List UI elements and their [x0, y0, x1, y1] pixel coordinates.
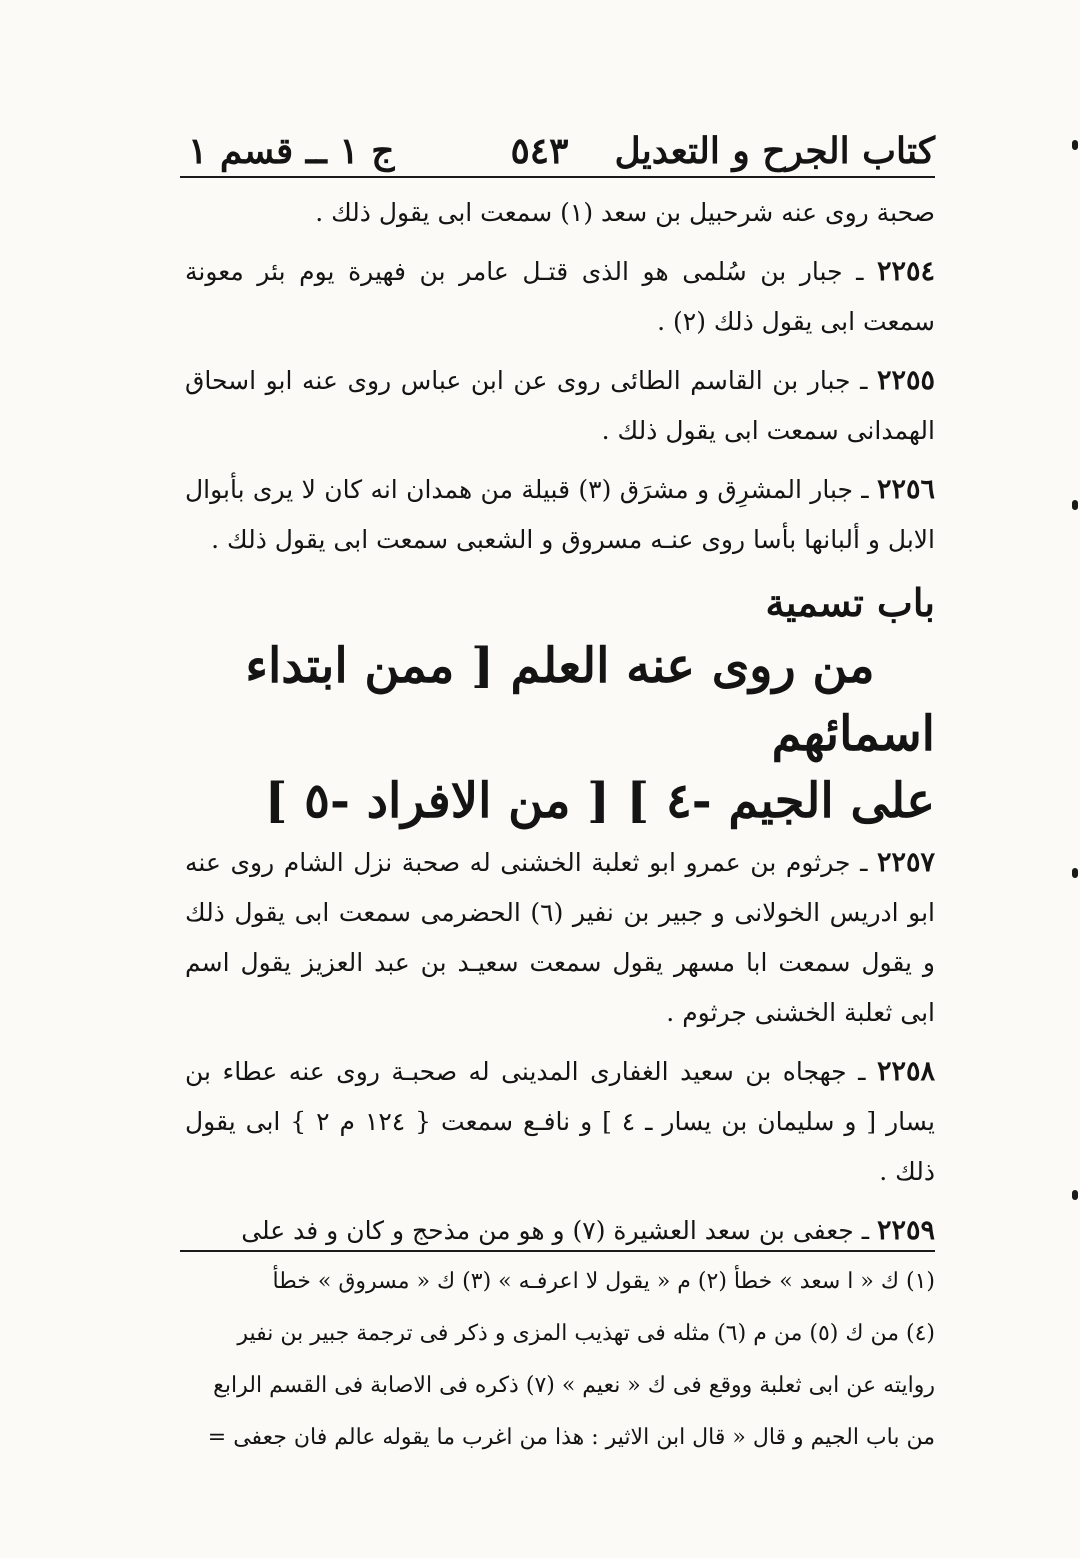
- main-text: [185, 188, 935, 1265]
- chapter-heading: [185, 574, 935, 834]
- margin-mark: [1072, 868, 1078, 878]
- entry-2254: [185, 247, 935, 347]
- heading-line-2: من روى عنه العلم [ ممن ابتداء اسمائهم: [245, 638, 935, 762]
- entry-number: ٢٢٥٩: [876, 1215, 935, 1246]
- volume-part: ج ١ ــ قسم ١: [188, 130, 395, 172]
- heading-line-3: على الجيم -٤ ] [ من الافراد -٥ ]: [264, 773, 935, 829]
- footnote-line: روايته عن ابى ثعلبة ووقع فى ك « نعيم » (٧) ذكره فى الاصابة فى القسم الرابع: [213, 1373, 935, 1398]
- entry-text: ـ جرثوم بن عمرو ابو ثعلبة الخشنى له صحبة نزل الشام روى عنه ابو ادريس الخولانى و جبير بن نفير (٦) الحضرمى سمعت ابى يقول ذلك و يقول سمعت ابا مسهر يقول سمعت سعيـد بن عبد العزيز يقول اسم ابى ثعلبة الخشنى جرثوم .: [185, 848, 935, 1027]
- margin-mark: [1072, 500, 1078, 510]
- footnotes: [185, 1256, 935, 1464]
- footnote-line: (١) ك « ا سعد » خطأ (٢) م « يقول لا اعرفـه » (٣) ك « مسروق » خطأ: [272, 1269, 935, 1294]
- entry-text: ـ جهجاه بن سعيد الغفارى المدينى له صحبـة روى عنه عطاء بن يسار [ و سليمان بن يسار ـ ٤ ] و نافـع سمعت { ١٢٤ م ٢ } ابى يقول ذلك .: [185, 1057, 936, 1186]
- entry-number: ٢٢٥٧: [876, 847, 935, 878]
- margin-mark: [1072, 1190, 1078, 1200]
- page-header: [188, 112, 935, 172]
- margin-mark: [1072, 140, 1078, 150]
- footnote-line: (٤) من ك (٥) من م (٦) مثله فى تهذيب المزى و ذكر فى ترجمة جبير بن نفير: [237, 1321, 935, 1346]
- entry-2257: [185, 838, 935, 1038]
- entry-continuation: [185, 188, 935, 238]
- book-title: كتاب الجرح و التعديل: [614, 130, 935, 172]
- entry-text: ـ جعفى بن سعد العشيرة (٧) و هو من مذحج و كان و فد على: [241, 1216, 877, 1245]
- entry-text: صحبة روى عنه شرحبيل بن سعد (١) سمعت ابى يقول ذلك .: [315, 198, 935, 227]
- entry-2258: [185, 1047, 935, 1197]
- entry-text: ـ جبار بن القاسم الطائى روى عن ابن عباس روى عنه ابو اسحاق الهمدانى سمعت ابى يقول ذلك .: [185, 366, 935, 445]
- header-rule: [180, 176, 935, 178]
- footnote-rule: [180, 1250, 935, 1252]
- entry-text: ـ جبار بن سُلمى هو الذى قتـل عامر بن فهيرة يوم بئر معونة سمعت ابى يقول ذلك (٢) .: [185, 257, 935, 336]
- entry-2259: [185, 1206, 935, 1256]
- entry-number: ٢٢٥٤: [876, 256, 935, 287]
- page-number: ٥٤٣: [510, 130, 569, 172]
- entry-number: ٢٢٥٨: [876, 1056, 935, 1087]
- entry-2255: [185, 356, 935, 456]
- entry-2256: [185, 465, 935, 565]
- heading-line-1: باب تسمية: [765, 580, 935, 625]
- footnote-line: من باب الجيم و قال « قال ابن الاثير : هذا من اغرب ما يقوله عالم فان جعفى =: [207, 1425, 935, 1450]
- entry-number: ٢٢٥٥: [876, 365, 935, 396]
- entry-text: ـ جبار المشرِق و مشرَق (٣) قبيلة من همدان انه كان لا يرى بأبوال الابل و ألبانها بأسا روى عنـه مسروق و الشعبى سمعت ابى يقول ذلك .: [185, 475, 935, 554]
- entry-number: ٢٢٥٦: [876, 474, 935, 505]
